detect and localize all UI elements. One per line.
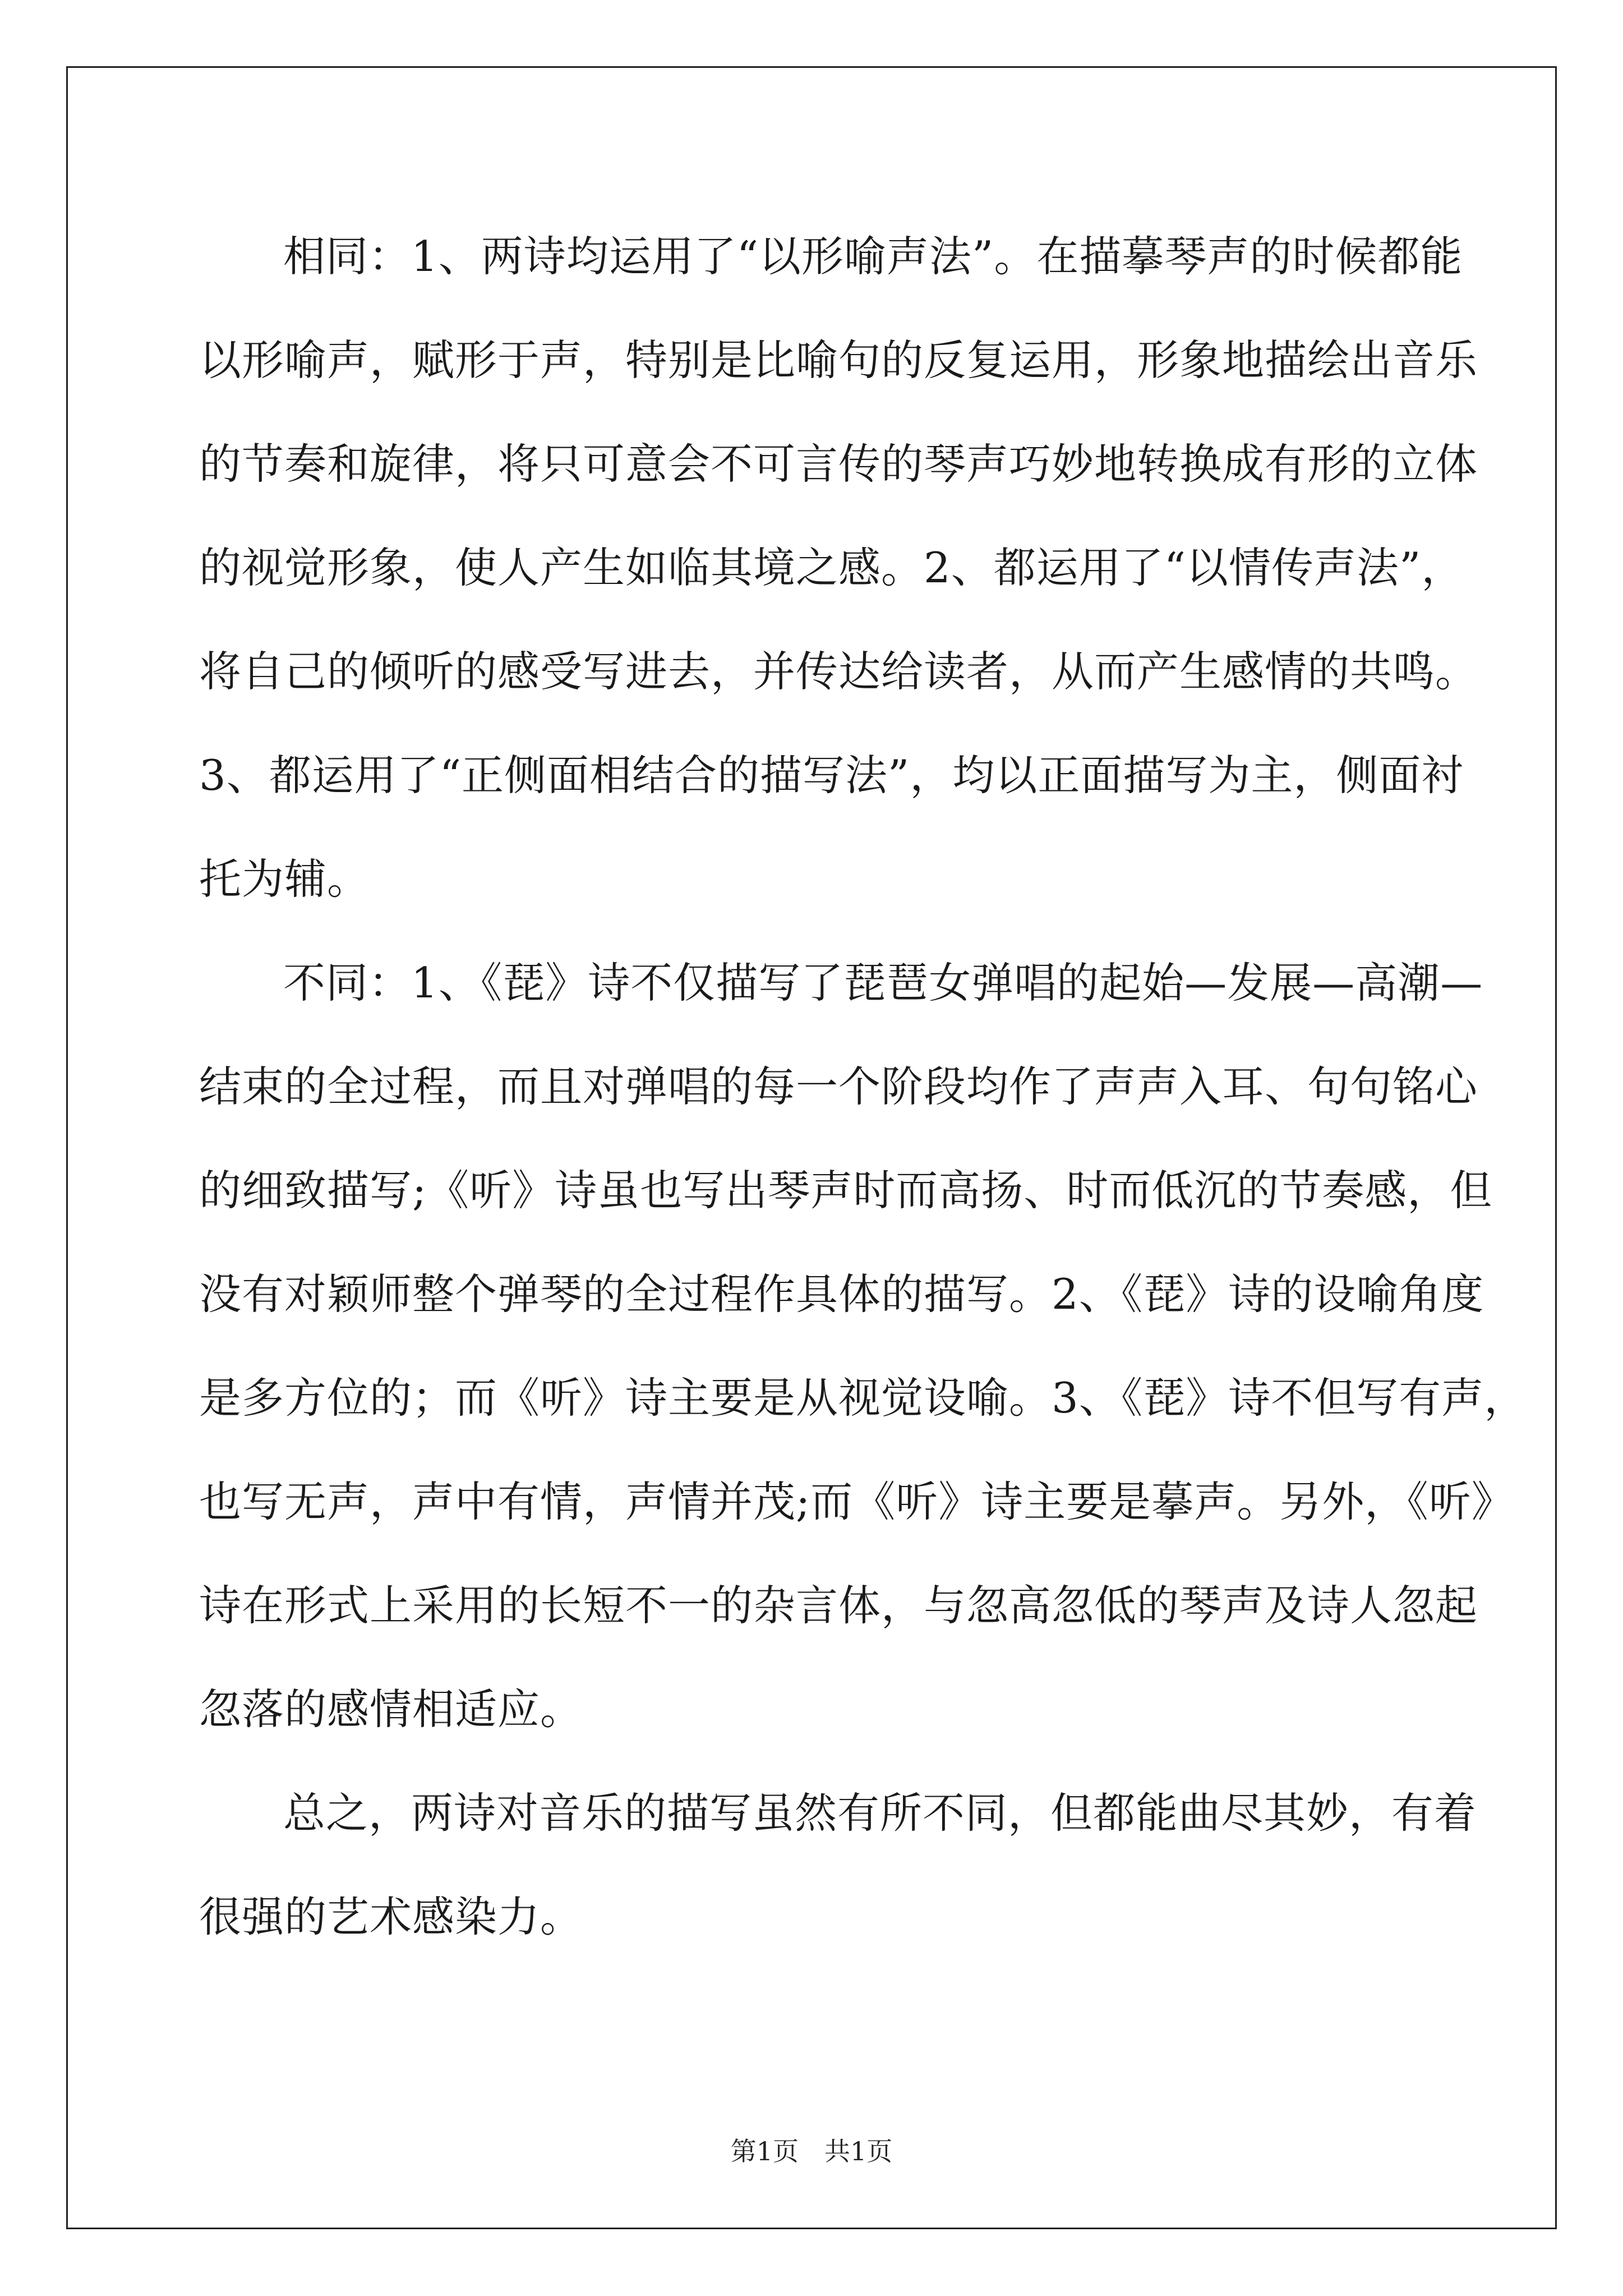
text-line: 托为辅。 bbox=[199, 854, 370, 904]
text-line: 没有对颖师整个弹琴的全过程作具体的描写。2、《琵》诗的设喻角度 bbox=[199, 1269, 1484, 1319]
page-number-footer: 第1页 共1页 bbox=[730, 2136, 893, 2166]
text-line: 是多方位的；而《听》诗主要是从视觉设喻。3、《琵》诗不但写有声， bbox=[199, 1373, 1527, 1423]
text-line: 也写无声，声中有情，声情并茂;而《听》诗主要是摹声。另外，《听》 bbox=[199, 1477, 1514, 1526]
text-line: 的细致描写;《听》诗虽也写出琴声时而高扬、时而低沉的节奏感，但 bbox=[199, 1166, 1493, 1215]
text-line: 以形喻声，赋形于声，特别是比喻句的反复运用，形象地描绘出音乐 bbox=[199, 335, 1478, 385]
text-line: 很强的艺术感染力。 bbox=[199, 1892, 583, 1941]
text-line: 结束的全过程，而且对弹唱的每一个阶段均作了声声入耳、句句铭心 bbox=[199, 1062, 1478, 1111]
text-line: 将自己的倾听的感受写进去，并传达给读者，从而产生感情的共鸣。 bbox=[199, 647, 1478, 696]
text-line: 3、都运用了“正侧面相结合的描写法”，均以正面描写为主，侧面衬 bbox=[199, 751, 1464, 800]
text-line: 的视觉形象，使人产生如临其境之感。2、都运用了“以情传声法”， bbox=[199, 543, 1464, 592]
paragraph-conclusion bbox=[199, 1761, 1477, 1969]
text-line: 忽落的感情相适应。 bbox=[199, 1685, 583, 1734]
text-line: 不同：1、《琵》诗不仅描写了琵琶女弹唱的起始—发展—高潮— bbox=[283, 958, 1483, 1007]
paragraph-differences bbox=[199, 931, 1527, 1761]
paragraph-similarities bbox=[199, 205, 1478, 931]
text-line: 诗在形式上采用的长短不一的杂言体，与忽高忽低的琴声及诗人忽起 bbox=[199, 1581, 1478, 1630]
document-body bbox=[199, 205, 1527, 1969]
text-line: 的节奏和旋律，将只可意会不可言传的琴声巧妙地转换成有形的立体 bbox=[199, 439, 1478, 489]
text-line: 总之，两诗对音乐的描写虽然有所不同，但都能曲尽其妙，有着 bbox=[283, 1788, 1477, 1838]
text-line: 相同：1、两诗均运用了“以形喻声法”。在描摹琴声的时候都能 bbox=[283, 232, 1463, 281]
